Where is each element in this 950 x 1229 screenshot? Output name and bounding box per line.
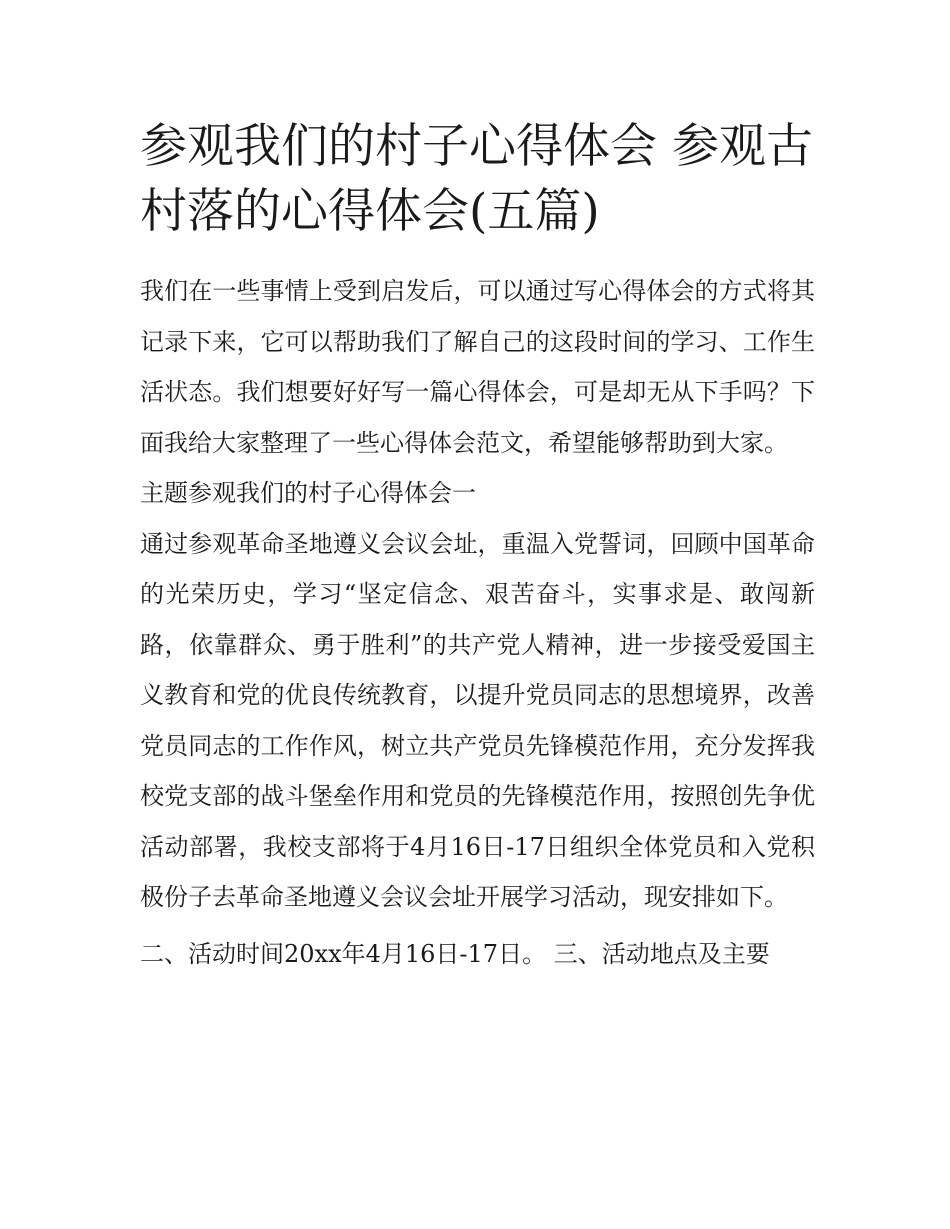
document-body [140,114,815,979]
body-paragraph: 通过参观革命圣地遵义会议会址，重温入党誓词，回顾中国革命的光荣历史，学习“坚定信念、艰苦奋斗，实事求是、敢闯新路，依靠群众、勇于胜利”的共产党人精神，进一步接受爱国主义教育和党的优良传统教育，以提升党员同志的思想境界，改善党员同志的工作作风，树立共产党员先锋模范作用，充分发挥我校党支部的战斗堡垒作用和党员的先锋模范作用，按照创先争优活动部署，我校支部将于4月16日-17日组织全体党员和入党积极份子去革命圣地遵义会议会址开展学习活动，现安排如下。 [140,529,815,911]
title-spacer [140,244,815,266]
activity-paragraph: 二、活动时间20xx年4月16日-17日。 三、活动地点及主要 [140,939,770,968]
document-title: 参观我们的村子心得体会 参观古村落的心得体会(五篇) [140,119,813,239]
intro-paragraph: 我们在一些事情上受到启发后，可以通过写心得体会的方式将其记录下来，它可以帮助我们了解自己的这段时间的学习、工作生活状态。我们想要好好写一篇心得体会，可是却无从下手吗？下面我给大家整理了一些心得体会范文，希望能够帮助到大家。 [140,277,815,457]
section-heading: 主题参观我们的村子心得体会一 [140,479,476,507]
